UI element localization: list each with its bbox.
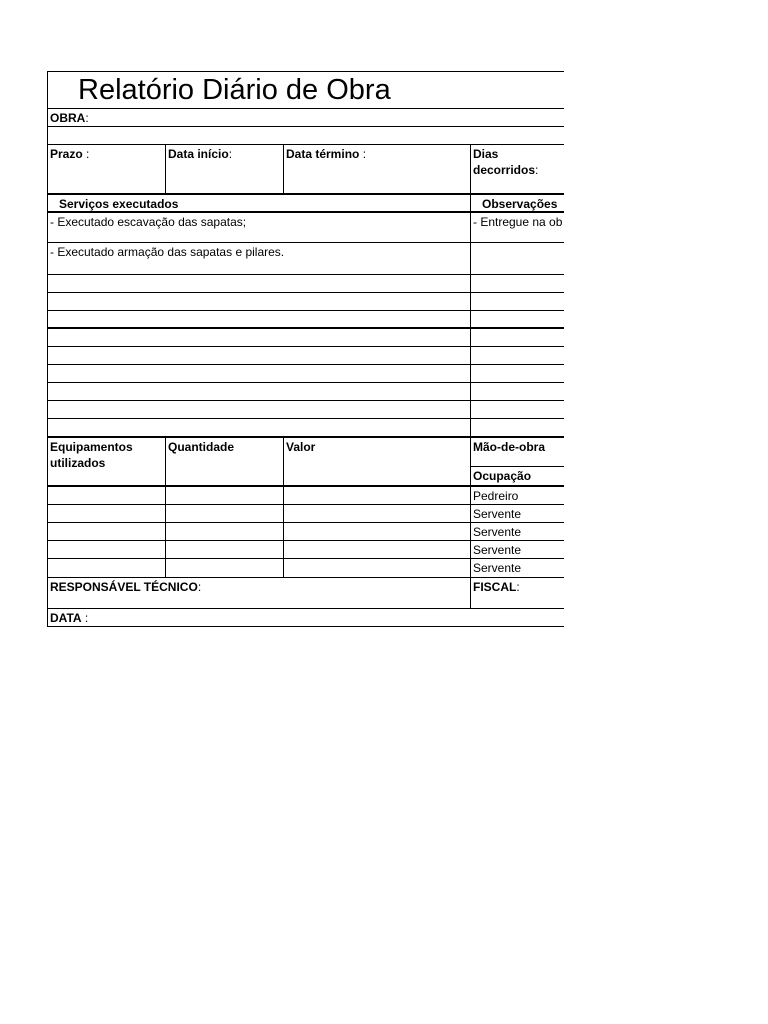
quantidade-cell[interactable] [165,522,283,540]
observacao-row [470,382,564,400]
ocupacao-cell: Pedreiro [470,485,564,504]
observacao-row [470,418,564,437]
observacao-row [470,310,564,328]
dias-decorridos-field[interactable]: Dias decorridos: [470,144,564,193]
obra-field[interactable]: OBRA: [47,108,564,126]
valor-cell[interactable] [283,522,470,540]
prazo-field[interactable]: Prazo : [47,144,165,193]
responsavel-tecnico-field[interactable]: RESPONSÁVEL TÉCNICO: [47,577,470,608]
servico-row [47,346,470,364]
report-sheet [47,71,564,627]
observacao-row [470,327,564,346]
observacao-row [470,242,564,274]
ocupacao-cell: Servente [470,540,564,558]
ocupacao-header: Ocupação [470,466,564,486]
valor-header: Valor [283,436,470,486]
valor-cell[interactable] [283,504,470,522]
observacao-row [470,292,564,310]
servico-row [47,310,470,328]
equipamento-cell[interactable] [47,485,165,504]
ocupacao-cell: Servente [470,504,564,522]
quantidade-cell[interactable] [165,558,283,577]
equipamentos-header: Equipamentos utilizados [47,436,165,486]
ocupacao-cell: Servente [470,558,564,577]
data-inicio-field[interactable]: Data início: [165,144,283,193]
observacao-row [470,274,564,292]
servico-row: - Executado armação das sapatas e pilares. [47,242,470,274]
observacao-row [470,346,564,364]
servico-row [47,364,470,382]
obra-label: OBRA [50,111,86,125]
observacao-row [470,400,564,418]
quantidade-cell[interactable] [165,504,283,522]
page-title: Relatório Diário de Obra [47,71,564,108]
valor-cell[interactable] [283,558,470,577]
servico-row [47,274,470,292]
equipamento-cell[interactable] [47,540,165,558]
equipamento-cell[interactable] [47,504,165,522]
data-field[interactable]: DATA : [47,608,564,626]
quantidade-header: Quantidade [165,436,283,486]
observacao-row: - Entregue na ob [470,211,564,242]
mao-de-obra-header: Mão-de-obra [470,436,564,466]
observacoes-header: Observações [470,193,564,212]
servico-row [47,400,470,418]
servico-row: - Executado escavação das sapatas; [47,211,470,242]
equipamento-cell[interactable] [47,558,165,577]
servico-row [47,418,470,437]
servicos-header: Serviços executados [47,193,470,212]
servico-row [47,327,470,346]
table-bottom-border [47,626,564,627]
ocupacao-cell: Servente [470,522,564,540]
quantidade-cell[interactable] [165,540,283,558]
data-termino-field[interactable]: Data término : [283,144,470,193]
quantidade-cell[interactable] [165,485,283,504]
fiscal-field[interactable]: FISCAL: [470,577,564,608]
empty-row [47,126,564,144]
valor-cell[interactable] [283,540,470,558]
servico-row [47,292,470,310]
servico-row [47,382,470,400]
equipamento-cell[interactable] [47,522,165,540]
observacao-row [470,364,564,382]
valor-cell[interactable] [283,485,470,504]
